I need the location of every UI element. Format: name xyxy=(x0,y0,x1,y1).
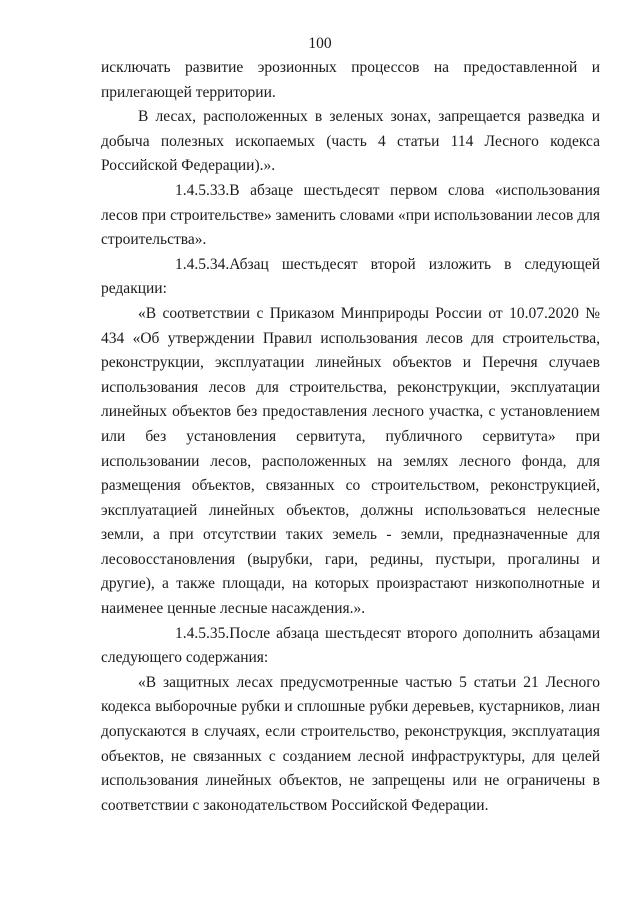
paragraph-number: 1.4.5.35. xyxy=(175,624,230,642)
paragraph-green-zones xyxy=(101,105,600,179)
paragraph-protective-forests xyxy=(101,671,600,819)
page-number: 100 xyxy=(308,35,332,52)
paragraph-1-4-5-33 xyxy=(101,179,600,253)
paragraph-1-4-5-34 xyxy=(101,253,600,302)
paragraph-text: После абзаца шестьдесят второго дополнить абзацами следующего содержания: xyxy=(101,624,600,667)
paragraph-text: Абзац шестьдесят второй изложить в следующей редакции: xyxy=(101,255,600,298)
paragraph-number: 1.4.5.33. xyxy=(175,181,230,199)
paragraph-continuation xyxy=(101,56,600,105)
document-body xyxy=(101,56,600,818)
paragraph-quoted-order-434 xyxy=(101,302,600,622)
paragraph-text: В лесах, расположенных в зеленых зонах, запрещается разведка и добыча полезных ископаемых (часть 4 статьи 114 Лесного кодекса Российской Федерации).». xyxy=(101,108,600,175)
paragraph-text: «В соответствии с Приказом Минприроды России от 10.07.2020 № 434 «Об утверждении Правил использования лесов для строительства, реконструкции, эксплуатации линейных объектов и Перечня случаев использования лесов для строительства, реконструкции, эксплуатации линейных объектов без предоставления лесного участка, с установлением или без установления сервитута, публичного сервитута» при использовании лесов, расположенных на землях лесного фонда, для размещения объектов, связанных со строительством, реконструкцией, эксплуатацией линейных объектов, должны использоваться нелесные земли, а при отсутствии таких земель - земли, предназначенные для лесовосстановления (вырубки, гари, редины, пустыри, прогалины и другие), а также площади, на которых произрастают низкополнотные и наименее ценные лесные насаждения.». xyxy=(101,304,600,618)
paragraph-number: 1.4.5.34. xyxy=(175,255,230,273)
paragraph-text: «В защитных лесах предусмотренные частью 5 статьи 21 Лесного кодекса выборочные рубки и сплошные рубки деревьев, кустарников, лиан допускаются в случаях, если строительство, реконструкция, эксплуатация объектов, не связанных с созданием лесной инфраструктуры, для целей использования линейных объектов, не запрещены или не ограничены в соответствии с законодательством Российской Федерации. xyxy=(101,673,600,814)
paragraph-text: В абзаце шестьдесят первом слова «использования лесов при строительстве» заменить словами «при использовании лесов для строительства». xyxy=(101,181,600,249)
paragraph-text: исключать развитие эрозионных процессов на предоставленной и прилегающей территории. xyxy=(101,59,600,101)
paragraph-1-4-5-35 xyxy=(101,622,600,671)
